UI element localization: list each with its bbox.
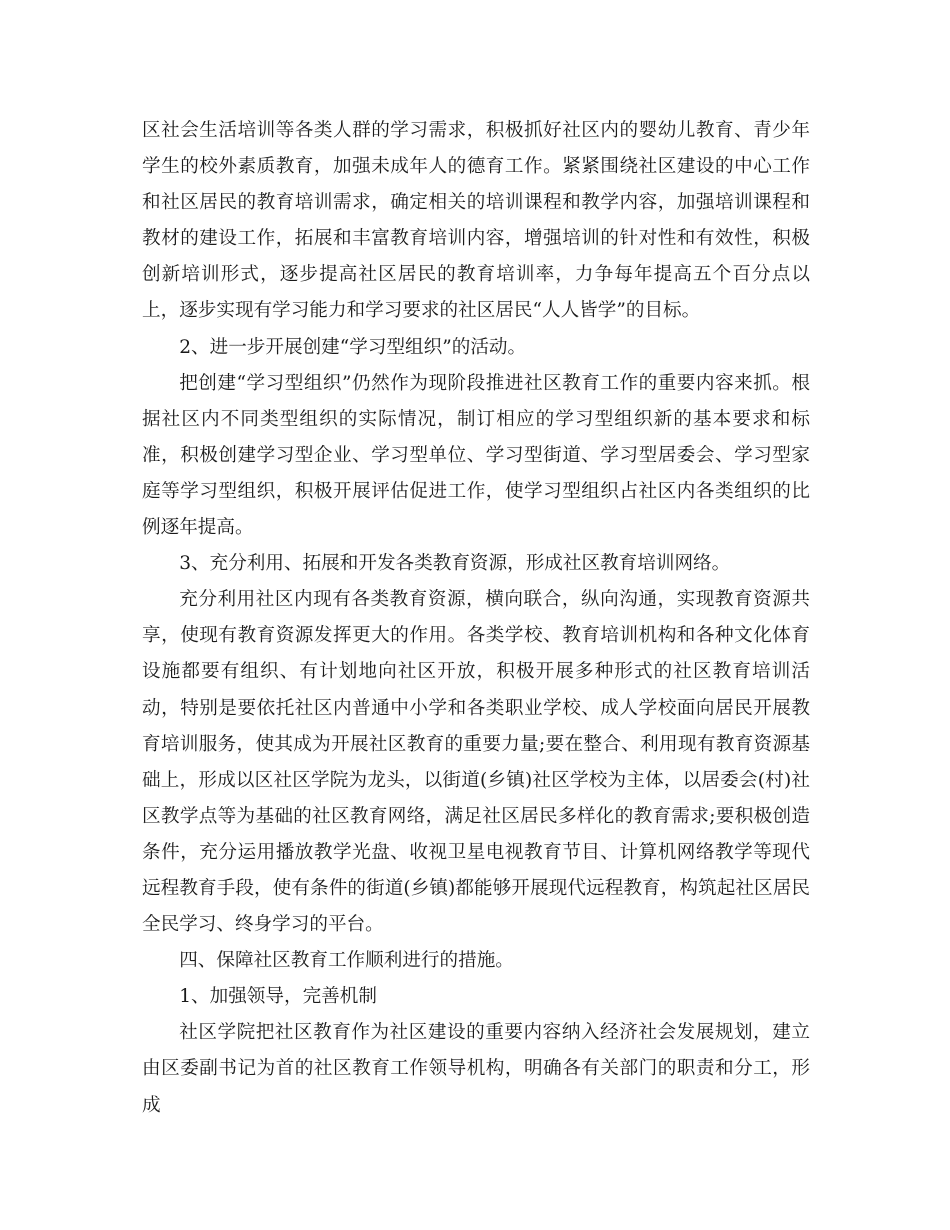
- paragraph-leadership: 社区学院把社区教育作为社区建设的重要内容纳入经济社会发展规划，建立由区委副书记为首的社区教育工作领导机构，明确各有关部门的职责和分工，形成: [142, 1022, 810, 1116]
- paragraph-learning-organization: 把创建“学习型组织”仍然作为现阶段推进社区教育工作的重要内容来抓。根据社区内不同类型组织的实际情况，制订相应的学习型组织新的基本要求和标准，积极创建学习型企业、学习型单位、学习型街道、学习型居委会、学习型家庭等学习型组织，积极开展评估促进工作，使学习型组织占社区内各类组织的比例逐年提高。: [142, 372, 810, 539]
- document-body: [142, 113, 810, 1124]
- heading-item-1: 1、加强领导，完善机制: [179, 986, 377, 1008]
- paragraph-continuation: 区社会生活培训等各类人群的学习需求，积极抓好社区内的婴幼儿教育、青少年学生的校外素质教育，加强未成年人的德育工作。紧紧围绕社区建设的中心工作和社区居民的教育培训需求，确定相关的培训课程和教学内容，加强培训课程和教材的建设工作，拓展和丰富教育培训内容，增强培训的针对性和有效性，积极创新培训形式，逐步提高社区居民的教育培训率，力争每年提高五个百分点以上，逐步实现有学习能力和学习要求的社区居民“人人皆学”的目标。: [142, 120, 810, 322]
- heading-item-2: 2、进一步开展创建“学习型组织”的活动。: [179, 336, 527, 358]
- paragraph-education-resources: 充分利用社区内现有各类教育资源，横向联合，纵向沟通，实现教育资源共享，使现有教育资源发挥更大的作用。各类学校、教育培训机构和各种文化体育设施都要有组织、有计划地向社区开放，积极开展多种形式的社区教育培训活动，特别是要依托社区内普通中小学和各类职业学校、成人学校面向居民开展教育培训服务，使其成为开展社区教育的重要力量;要在整合、利用现有教育资源基础上，形成以区社区学院为龙头，以街道(乡镇)社区学校为主体，以居委会(村)社区教学点等为基础的社区教育网络，满足社区居民多样化的教育需求;要积极创造条件，充分运用播放教学光盘、收视卫星电视教育节目、计算机网络教学等现代远程教育手段，使有条件的街道(乡镇)都能够开展现代远程教育，构筑起社区居民全民学习、终身学习的平台。: [142, 589, 810, 936]
- section-heading-4: 四、保障社区教育工作顺利进行的措施。: [179, 950, 514, 972]
- heading-item-3: 3、充分利用、拓展和开发各类教育资源，形成社区教育培训网络。: [179, 553, 731, 575]
